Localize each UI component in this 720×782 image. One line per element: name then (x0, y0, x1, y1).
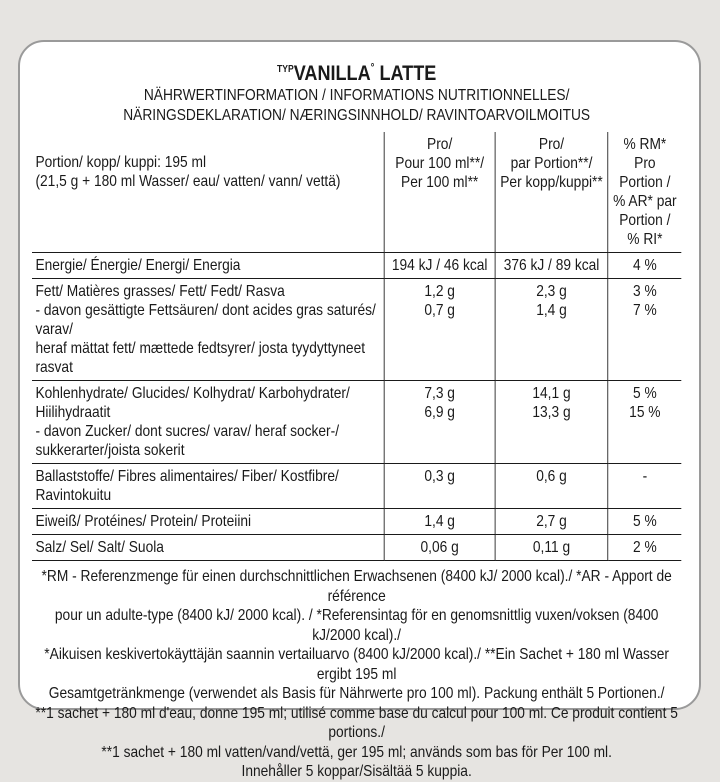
row-per-portion (495, 253, 608, 279)
header-line: Per kopp/kuppi** (500, 174, 603, 191)
row-rm (608, 509, 681, 535)
nutrition-table (32, 132, 681, 561)
row-per100 (384, 535, 495, 561)
row-label-line: - davon gesättigte Fettsäuren/ dont acides gras saturés/ varav/ (35, 302, 376, 338)
value: 0,11 g (532, 539, 571, 556)
value: 2 % (633, 539, 657, 556)
value: 3 % (633, 283, 657, 300)
row-rm (608, 253, 681, 279)
row-rm (608, 381, 681, 464)
value: 0,7 g (424, 302, 455, 319)
row-per100 (384, 509, 495, 535)
row-label (32, 381, 384, 464)
header-portion-line: Portion/ kopp/ kuppi: 195 ml (35, 154, 207, 171)
table-header-row (32, 132, 681, 253)
header-line: Pro/ (538, 136, 565, 153)
product-typ: TYP (276, 64, 294, 75)
table-row-carbohydrates (32, 381, 681, 464)
value: 0,3 g (424, 468, 455, 485)
value: 2,3 g (536, 283, 567, 300)
footnote-line: Gesamtgetränkmenge (verwendet als Basis für Nährwerte pro 100 ml). Packung enthält 5 Portionen./ (48, 685, 665, 702)
row-label (32, 253, 384, 279)
header-line: Per 100 ml** (401, 174, 479, 191)
row-label-line: - davon Zucker/ dont sucres/ varav/ heraf socker-/ (35, 423, 340, 440)
footnote-line: **1 sachet + 180 ml vatten/vand/vettä, ger 195 ml; används som bas för Per 100 ml. (101, 743, 612, 761)
row-label-line: Energie/ Énergie/ Energi/ Energia (35, 257, 241, 274)
header-line: Pro/ (427, 136, 453, 153)
value: 376 kJ / 89 kcal (503, 257, 600, 274)
header-line: % RI* (627, 231, 663, 248)
header-line: Portion / (619, 174, 671, 191)
row-label-line: Eiweiß/ Protéines/ Protein/ Proteiini (35, 513, 252, 530)
product-title (32, 56, 681, 86)
footnote-line: pour un adulte-type (8400 kJ/ 2000 kcal). / *Referensintag för en genomsnittlig vuxen/voksen (8400 kJ/2000 kcal)./ (54, 607, 659, 644)
footnote-line: *Aikuisen keskivertokäyttäjän saannin vertailuarvo (8400 kJ/2000 kcal)./ **Ein Sachet + 180 ml Wasser ergibt 195 ml (44, 646, 670, 683)
footnotes (32, 567, 681, 782)
value: 7,3 g (424, 385, 455, 402)
nutrition-label-panel (18, 40, 701, 780)
row-per-portion (495, 509, 608, 535)
header-portion-line: (21,5 g + 180 ml Wasser/ eau/ vatten/ vann/ vettä) (35, 173, 341, 190)
row-per-portion (495, 381, 608, 464)
product-latte: LATTE (379, 62, 437, 85)
header-line: % RM* Pro (623, 136, 667, 172)
row-label (32, 509, 384, 535)
value: - (642, 468, 648, 485)
value: 0,6 g (536, 468, 567, 485)
row-label-line: Ballaststoffe/ Fibres alimentaires/ Fiber/ Kostfibre/ Ravintokuitu (35, 468, 339, 504)
row-per100 (384, 381, 495, 464)
table-row-salt (32, 535, 681, 561)
row-label (32, 279, 384, 381)
product-degree: ° (370, 62, 375, 74)
value: 4 % (633, 257, 657, 274)
value: 1,4 g (424, 513, 455, 530)
table-row-fat (32, 279, 681, 381)
value: 5 % (633, 513, 657, 530)
value: 1,2 g (424, 283, 455, 300)
table-row-fibre (32, 464, 681, 509)
row-per-portion (495, 535, 608, 561)
table-row-energy (32, 253, 681, 279)
header-line: Pour 100 ml**/ (395, 155, 485, 172)
row-label-line: Fett/ Matières grasses/ Fett/ Fedt/ Rasva (35, 283, 285, 300)
row-label-line: heraf mättat fett/ mættede fedtsyrer/ josta tyydyttyneet rasvat (35, 340, 366, 376)
value: 1,4 g (536, 302, 567, 319)
row-per100 (384, 464, 495, 509)
row-label (32, 535, 384, 561)
value: 194 kJ / 46 kcal (391, 257, 488, 274)
value: 7 % (633, 302, 657, 319)
row-per100 (384, 253, 495, 279)
row-per-portion (495, 279, 608, 381)
header-portion (32, 132, 384, 253)
header-per-100ml (384, 132, 495, 253)
footnote-line: Innehåller 5 koppar/Sisältää 5 kuppia. (241, 763, 472, 780)
table-row-protein (32, 509, 681, 535)
header-per-portion (495, 132, 608, 253)
row-per-portion (495, 464, 608, 509)
header-rm (608, 132, 681, 253)
header-line: Portion / (619, 212, 671, 229)
footnote-line: *RM - Referenzmenge für einen durchschnittlichen Erwachsenen (8400 kJ/ 2000 kcal)./ *AR - Apport de référence (41, 568, 672, 605)
subtitle-line: NÄHRWERTINFORMATION / INFORMATIONS NUTRITIONNELLES/ (143, 87, 570, 104)
row-label-line: Salz/ Sel/ Salt/ Suola (35, 539, 164, 556)
header-line: % AR* par (613, 193, 677, 210)
label-content (32, 56, 681, 782)
row-rm (608, 535, 681, 561)
value: 15 % (629, 404, 661, 421)
row-rm (608, 279, 681, 381)
subtitle-line: NÄRINGSDEKLARATION/ NÆRINGSINNHOLD/ RAVINTOARVOILMOITUS (123, 107, 591, 124)
value: 6,9 g (424, 404, 455, 421)
value: 14,1 g (532, 385, 571, 402)
row-rm (608, 464, 681, 509)
row-label-line: Kohlenhydrate/ Glucides/ Kolhydrat/ Karbohydrater/ Hiilihydraatit (35, 385, 350, 421)
row-per100 (384, 279, 495, 381)
value: 5 % (633, 385, 657, 402)
footnote-line: **1 sachet + 180 ml d'eau, donne 195 ml; utilisé comme base du calcul pour 100 ml. Ce produit contient 5 portions./ (35, 704, 678, 741)
product-name: VANILLA (293, 62, 371, 85)
value: 0,06 g (420, 539, 459, 556)
value: 2,7 g (536, 513, 567, 530)
row-label (32, 464, 384, 509)
row-label-line: sukkerarter/joista sokerit (35, 442, 185, 459)
header-line: par Portion**/ (510, 155, 593, 172)
value: 13,3 g (532, 404, 571, 421)
subtitle (32, 86, 681, 126)
